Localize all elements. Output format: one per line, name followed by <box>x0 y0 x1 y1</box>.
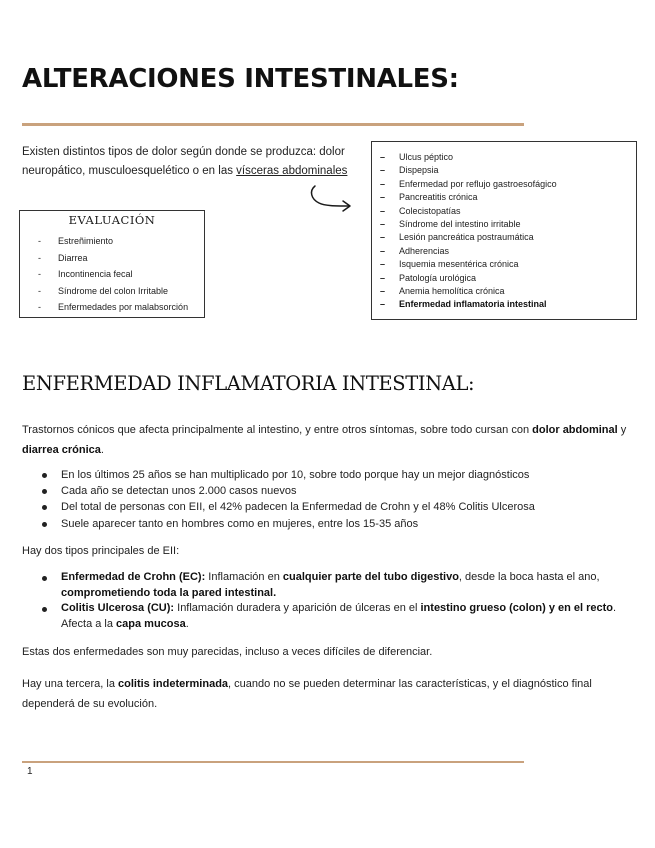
evaluation-list <box>20 233 204 316</box>
list-item: – Síndrome del intestino irritable <box>380 219 521 230</box>
list-item-highlighted: – Enfermedad inflamatoria intestinal <box>380 299 547 310</box>
footer-divider <box>22 761 524 763</box>
bold-text: diarrea crónica <box>22 444 101 456</box>
list-item: - Enfermedades por malabsorción <box>38 302 189 312</box>
evaluation-title: EVALUACIÓN <box>68 213 156 227</box>
list-item: – Dispepsia <box>380 165 439 176</box>
list-item: – Ulcus péptico <box>380 152 454 162</box>
list-item: Del total de personas con EII, el 42% padecen la Enfermedad de Crohn y el 48% Colitis Ulcerosa <box>40 499 630 515</box>
list-item: Suele aparecer tanto en hombres como en mujeres, entre los 15-35 años <box>40 516 630 532</box>
list-item-colitis: Colitis Ulcerosa (CU): Inflamación duradera y aparición de úlceras en el intestino grueso (colon) y en el recto. Afecta a la capa mucosa. <box>40 601 630 632</box>
third-type-paragraph: Hay una tercera, la colitis indeterminada, cuando no se pueden determinar las características, y el diagnóstico final dependerá de su evolución. <box>22 678 592 710</box>
list-item: - Síndrome del colon Irritable <box>38 285 169 296</box>
visceral-causes-list <box>372 142 636 312</box>
intro-text: Existen distintos tipos de dolor según donde se produzca: dolor neuropático, musculoesquelético o en las <box>22 146 345 177</box>
list-item: – Pancreatitis crónica <box>380 192 478 203</box>
list-item: - Diarrea <box>38 252 88 263</box>
types-list <box>40 570 630 632</box>
bold-text: dolor abdominal <box>532 424 618 436</box>
facts-list <box>40 467 630 532</box>
similarity-paragraph: Estas dos enfermedades son muy parecidas, incluso a veces difíciles de diferenciar. <box>22 646 433 658</box>
list-item: – Patología urológica <box>380 272 477 283</box>
page-title: ALTERACIONES INTESTINALES: <box>22 64 459 94</box>
list-item: – Lesión pancreática postraumática <box>380 232 534 243</box>
list-item: En los últimos 25 años se han multiplicado por 10, sobre todo porque hay un mejor diagnósticos <box>40 467 630 483</box>
list-item: – Enfermedad por reflujo gastroesofágico <box>380 178 557 189</box>
intro-underlined-text: vísceras abdominales <box>236 165 348 177</box>
types-intro: Hay dos tipos principales de EII: <box>22 545 180 557</box>
evaluation-box <box>19 210 205 318</box>
list-item: – Colecistopatías <box>380 205 461 216</box>
list-item: - Estreñimiento <box>38 236 114 246</box>
title-divider <box>22 123 524 126</box>
page-number: 1 <box>27 766 33 777</box>
section-title: ENFERMEDAD INFLAMATORIA INTESTINAL: <box>22 372 475 395</box>
list-item: Cada año se detectan unos 2.000 casos nuevos <box>40 483 630 499</box>
list-item-crohn: Enfermedad de Crohn (EC): Inflamación en cualquier parte del tubo digestivo, desde la boca hasta el ano, comprometiendo toda la pared intestinal. <box>40 570 630 601</box>
description-paragraph: Trastornos cónicos que afecta principalmente al intestino, y entre otros síntomas, sobre todo cursan con dolor abdominal y diarrea crónica. <box>22 424 627 456</box>
list-item: – Isquemia mesentérica crónica <box>380 259 519 270</box>
list-item: – Anemia hemolítica crónica <box>380 286 505 297</box>
list-item: - Incontinencia fecal <box>38 269 133 279</box>
intro-paragraph <box>22 143 367 181</box>
arrow-icon <box>305 183 365 213</box>
bold-text: colitis indeterminada <box>118 678 229 690</box>
visceral-causes-box <box>371 141 637 320</box>
list-item: – Adherencias <box>380 245 450 256</box>
